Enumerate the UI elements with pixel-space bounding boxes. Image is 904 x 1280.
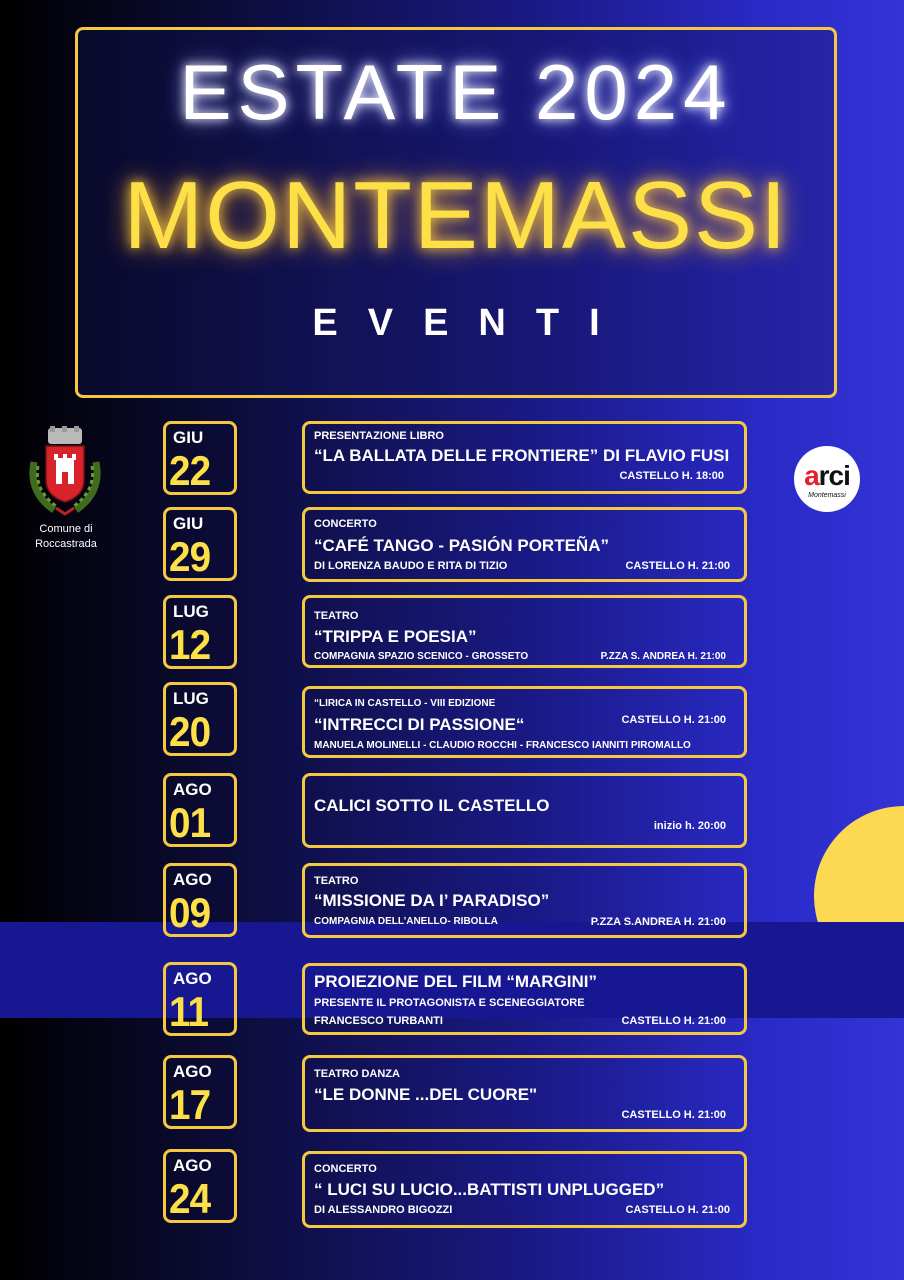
- event-title: “LE DONNE ...DEL CUORE": [314, 1085, 538, 1104]
- date-day: 12: [169, 621, 211, 668]
- event-card: [302, 421, 747, 494]
- event-card: [302, 507, 747, 582]
- event-type: TEATRO: [314, 610, 359, 622]
- date-badge: [163, 1149, 237, 1223]
- date-day: 22: [169, 447, 211, 494]
- event-type: “LIRICA IN CASTELLO - VIII EDIZIONE: [314, 698, 496, 709]
- event-title: “LA BALLATA DELLE FRONTIERE” DI FLAVIO FUSI: [314, 446, 730, 465]
- event-title: “MISSIONE DA I’ PARADISO”: [314, 891, 550, 910]
- event-card: [302, 1151, 747, 1228]
- event-detail: MANUELA MOLINELLI - CLAUDIO ROCCHI - FRANCESCO IANNITI PIROMALLO: [314, 740, 691, 751]
- date-badge: [163, 421, 237, 495]
- date-day: 20: [169, 708, 211, 755]
- date-month: AGO: [173, 969, 212, 988]
- event-type: CONCERTO: [314, 1163, 377, 1175]
- event-card: [302, 963, 747, 1035]
- comune-label: [22, 522, 110, 552]
- date-day: 01: [169, 799, 211, 846]
- event-place: P.ZZA S.ANDREA H. 21:00: [590, 916, 726, 928]
- event-card: [302, 773, 747, 848]
- event-title: “INTRECCI DI PASSIONE“: [314, 715, 525, 734]
- event-type: PRESENTAZIONE LIBRO: [314, 430, 444, 442]
- date-badge: [163, 1055, 237, 1129]
- event-place: P.ZZA S. ANDREA H. 21:00: [600, 651, 726, 662]
- date-month: LUG: [173, 602, 209, 621]
- arci-logo-sub: Montemassi: [808, 492, 846, 499]
- date-day: 29: [169, 533, 211, 580]
- event-card: [302, 1055, 747, 1132]
- event-detail: DI ALESSANDRO BIGOZZI: [314, 1204, 453, 1216]
- comune-line1: Comune di: [39, 523, 93, 535]
- date-month: AGO: [173, 870, 212, 889]
- event-type: TEATRO DANZA: [314, 1068, 400, 1080]
- date-month: GIU: [173, 428, 204, 447]
- date-month: AGO: [173, 1062, 212, 1081]
- event-type: CONCERTO: [314, 518, 377, 530]
- title-eventi: EVENTI: [312, 302, 630, 344]
- title-estate: ESTATE 2024: [179, 48, 733, 136]
- event-place: CASTELLO H. 21:00: [621, 1015, 726, 1027]
- date-badge: [163, 595, 237, 669]
- date-badge: [163, 682, 237, 756]
- event-detail: COMPAGNIA DELL’ANELLO- RIBOLLA: [314, 916, 498, 927]
- date-day: 11: [169, 988, 209, 1035]
- event-place: CASTELLO H. 21:00: [621, 1109, 726, 1121]
- date-badge: [163, 507, 237, 581]
- event-place: CASTELLO H. 18:00: [619, 470, 724, 482]
- event-title: PROIEZIONE DEL FILM “MARGINI”: [314, 972, 598, 991]
- date-badge: [163, 863, 237, 937]
- event-detail: PRESENTE IL PROTAGONISTA E SCENEGGIATORE: [314, 997, 585, 1009]
- date-badge: [163, 962, 237, 1036]
- event-title: “CAFÉ TANGO - PASIÓN PORTEÑA”: [314, 536, 609, 555]
- event-place: CASTELLO H. 21:00: [625, 1204, 730, 1216]
- event-place: CASTELLO H. 21:00: [625, 560, 730, 572]
- date-day: 24: [169, 1175, 211, 1222]
- event-title: “ LUCI SU LUCIO...BATTISTI UNPLUGGED”: [314, 1180, 665, 1199]
- arci-logo-text: arci: [804, 460, 850, 491]
- title-montemassi: MONTEMASSI: [123, 162, 789, 269]
- event-place: inizio h. 20:00: [653, 820, 726, 832]
- event-type: TEATRO: [314, 875, 359, 887]
- event-detail: COMPAGNIA SPAZIO SCENICO - GROSSETO: [314, 651, 529, 662]
- arci-logo: [794, 446, 860, 512]
- date-month: LUG: [173, 689, 209, 708]
- event-place: CASTELLO H. 21:00: [621, 714, 726, 726]
- date-month: AGO: [173, 780, 212, 799]
- event-card: [302, 863, 747, 938]
- comune-line2: Roccastrada: [35, 538, 97, 550]
- event-title: “TRIPPA E POESIA”: [314, 627, 477, 646]
- event-detail-2: FRANCESCO TURBANTI: [314, 1015, 443, 1027]
- date-month: GIU: [173, 514, 204, 533]
- event-detail: DI LORENZA BAUDO E RITA DI TIZIO: [314, 560, 508, 572]
- comune-crest-icon: [26, 422, 104, 518]
- date-day: 17: [169, 1081, 211, 1128]
- event-card: [302, 595, 747, 668]
- date-day: 09: [169, 889, 211, 936]
- date-badge: [163, 773, 237, 847]
- date-month: AGO: [173, 1156, 212, 1175]
- event-card: [302, 686, 747, 758]
- event-title: CALICI SOTTO IL CASTELLO: [314, 796, 550, 815]
